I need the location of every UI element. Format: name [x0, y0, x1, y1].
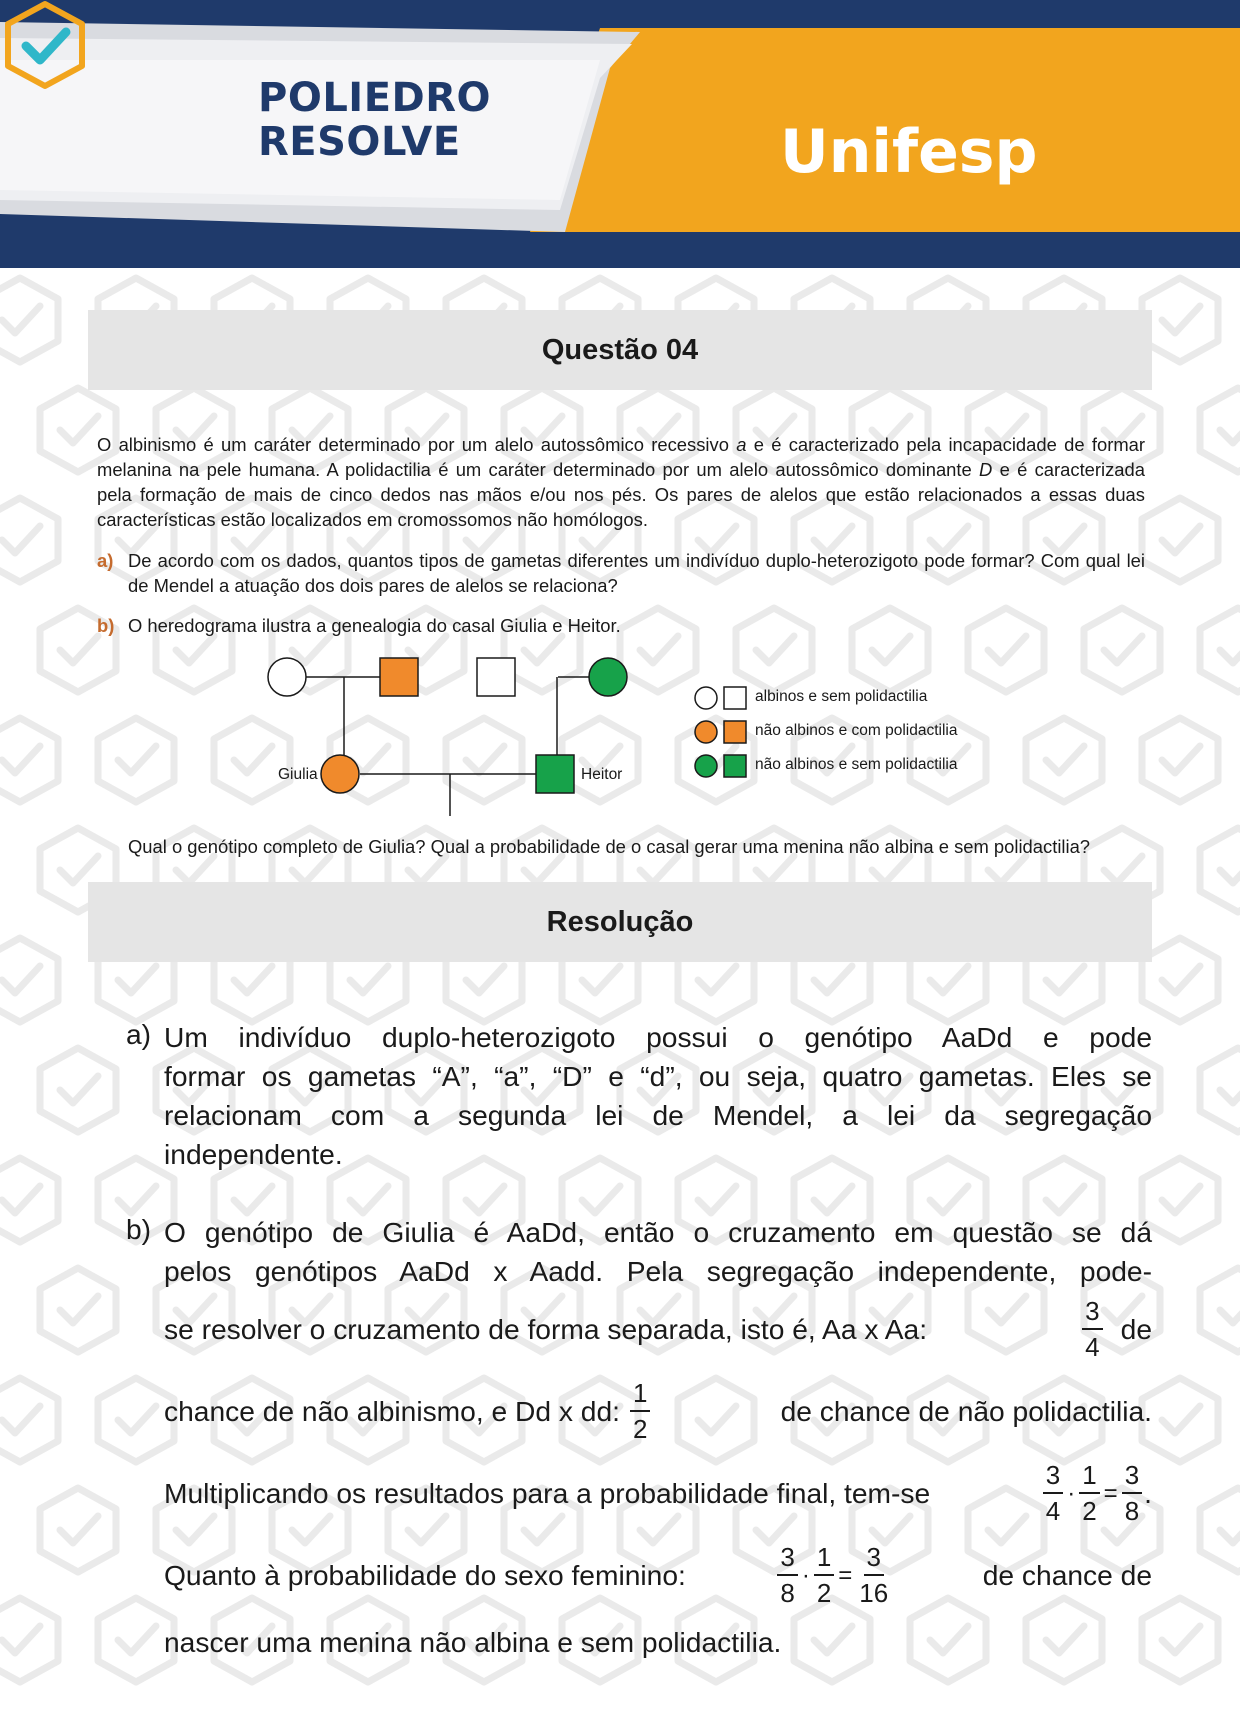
checkmark-hexagon-icon: [0, 0, 90, 90]
resolution-a-line: relacionam com a segunda lei de Mendel, a lei da segregação: [164, 1099, 1152, 1131]
exam-name: Unifesp: [780, 117, 1038, 187]
pedigree-label-giulia: Giulia: [278, 766, 318, 783]
item-a-text: De acordo com os dados, quantos tipos de gametas diferentes um indivíduo duplo-heterozigoto pode formar? Com qual lei de Mendel a atuação dos dois pares de alelos se relaciona?: [128, 550, 1145, 596]
item-a-label: a): [97, 550, 114, 571]
header-shapes: [0, 0, 1240, 270]
brand-name-line-1: POLIEDRO: [258, 75, 492, 121]
resolution-b-line: O genótipo de Giulia é AaDd, então o cruzamento em questão se dá: [164, 1216, 1152, 1248]
question-title: Questão 04: [541, 333, 699, 366]
pedigree-label-heitor: Heitor: [581, 766, 623, 783]
item-b-label: b): [97, 615, 115, 636]
resolution-a-line: formar os gametas “A”, “a”, “D” e “d”, ou seja, quatro gametas. Eles se: [164, 1060, 1152, 1092]
pedigree-grandfather-1: [380, 658, 418, 696]
resolution-a-line: independente.: [164, 1138, 343, 1170]
question-title-bar: [88, 310, 1152, 390]
resolution-title-bar: [88, 882, 1152, 962]
resolution-b-line: chance de não albinismo, e Dd x dd: $\frac{1}{2}$ de chance de não polidactilia.: [164, 1378, 1152, 1444]
pedigree-grandmother-1: [268, 658, 306, 696]
legend-entry: albinos e sem polidactilia: [755, 688, 928, 705]
final-question: Qual o genótipo completo de Giulia? Qual a probabilidade de o casal gerar uma menina não albina e sem polidactilia?: [128, 836, 1091, 857]
pedigree-heitor: [536, 755, 574, 793]
pedigree-diagram: [260, 650, 660, 820]
resolution-b-line: nascer uma menina não albina e sem polidactilia.: [164, 1626, 782, 1658]
allele-a: a: [736, 434, 747, 455]
resolution-a-label: a): [126, 1018, 152, 1050]
fraction: $\frac{1}{2}$: [630, 1378, 650, 1444]
pedigree-grandmother-2: [589, 658, 627, 696]
resolution-b-line: se resolver o cruzamento de forma separada, isto é, Aa x Aa: $\frac{3}{4}$ de: [164, 1296, 1152, 1362]
pedigree-giulia: [321, 755, 359, 793]
brand-name-line-2: RESOLVE: [258, 119, 461, 165]
item-b-text: O heredograma ilustra a genealogia do casal Giulia e Heitor.: [128, 615, 621, 636]
fraction: $\frac{3}{4}$: [1082, 1296, 1102, 1362]
legend-entry: não albinos e com polidactilia: [755, 722, 958, 739]
resolution-b-line: Quanto à probabilidade do sexo feminino: $\frac{3}{8}$ · $\frac{1}{2}$ = $\frac{3}{16}$ de chance de: [164, 1542, 1152, 1608]
question-item-a: [97, 548, 1145, 598]
resolution-b-line: pelos genótipos AaDd x Aadd. Pela segregação independente, pode-: [164, 1255, 1152, 1287]
pedigree-legend-symbols: [690, 680, 750, 780]
question-statement: O albinismo é um caráter determinado por um alelo autossômico recessivo a e é caracterizado pela incapacidade de formar melanina na pele humana. A polidactilia é um caráter determinado por um alelo autossômico dominante D e é caracterizada pela formação de mais de cinco dedos nas mãos e/ou nos pés. Os pares de alelos que estão relacionados a essas duas características estão localizados em cromossomos não homólogos.: [97, 434, 1145, 530]
allele-D: D: [979, 459, 993, 480]
legend-entry: não albinos e sem polidactilia: [755, 756, 958, 773]
resolution-b-line: Multiplicando os resultados para a probabilidade final, tem-se $\frac{3}{4}$ · $\frac{1}{2}$ = $\frac{3}{8}$ .: [164, 1460, 1152, 1526]
product-expression-2: $\frac{3}{8}$ · $\frac{1}{2}$ = $\frac{3}{16}$: [775, 1542, 893, 1608]
product-expression-1: $\frac{3}{4}$ · $\frac{1}{2}$ = $\frac{3}{8}$ .: [1041, 1460, 1152, 1526]
header-banner: [0, 0, 1240, 270]
question-item-b: [97, 613, 1145, 638]
resolution-b-label: b): [126, 1213, 152, 1245]
pedigree-grandfather-2: [477, 658, 515, 696]
resolution-title: Resolução: [546, 905, 694, 938]
resolution-a-line: Um indivíduo duplo-heterozigoto possui o genótipo AaDd e pode: [164, 1021, 1152, 1053]
